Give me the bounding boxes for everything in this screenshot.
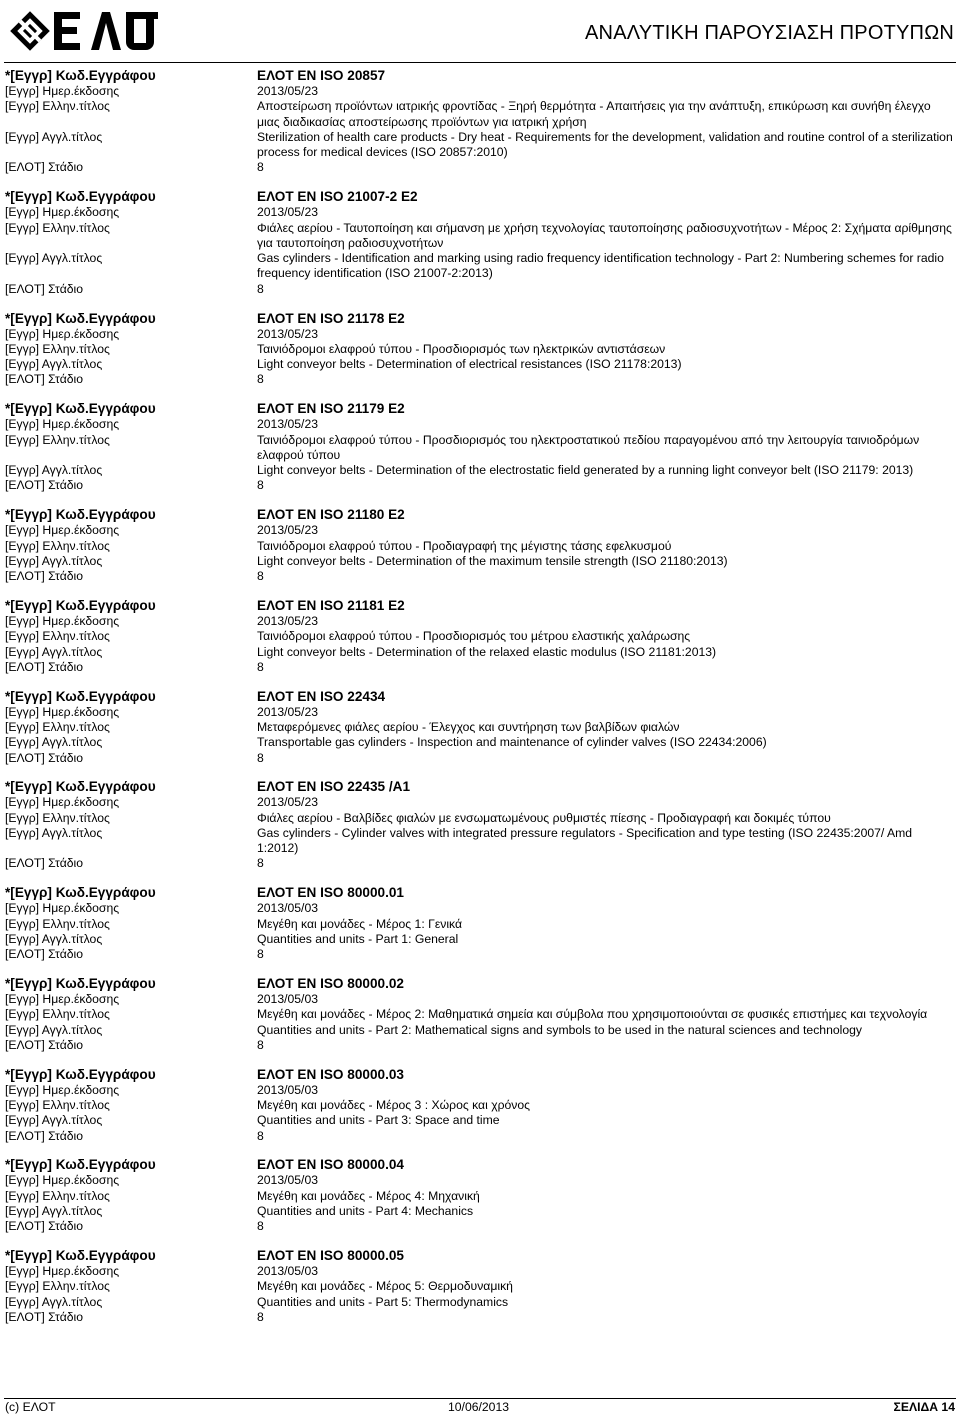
stage-label: [ΕΛΟΤ] Στάδιο <box>5 1037 84 1052</box>
footer-copyright: (c) ΕΛΟΤ <box>5 1400 56 1414</box>
document-code-label: *[Εγγρ] Κωδ.Εγγράφου <box>5 779 156 795</box>
issue-date-label: [Εγγρ] Ημερ.έκδοσης <box>5 205 120 220</box>
document-code-label: *[Εγγρ] Κωδ.Εγγράφου <box>5 688 156 704</box>
document-code-row <box>5 597 955 614</box>
english-title-row <box>5 1113 955 1128</box>
english-title-row <box>5 1023 955 1038</box>
greek-title-value: Ταινιόδρομοι ελαφρού τύπου - Προσδιορισμός του μέτρου ελαστικής χαλάρωσης <box>257 629 691 644</box>
issue-date-value: 2013/05/23 <box>257 205 318 220</box>
greek-title-label: [Εγγρ] Ελλην.τίτλος <box>5 810 110 825</box>
issue-date-label: [Εγγρ] Ημερ.έκδοσης <box>5 795 120 810</box>
document-code-row <box>5 310 955 327</box>
issue-date-label: [Εγγρ] Ημερ.έκδοσης <box>5 1173 120 1188</box>
english-title-value: Quantities and units - Part 5: Thermodynamics <box>257 1294 509 1309</box>
greek-title-value: Αποστείρωση προϊόντων ιατρικής φροντίδας - Ξηρή θερμότητα - Απαιτήσεις για την ανάπτυξη, επικύρωση και συνήθη έλεγχο μιας διαδικασίας αποστείρωσης προϊόντων για ιατρική χρήση <box>257 99 931 129</box>
document-code-row <box>5 688 955 705</box>
issue-date-row <box>5 1173 955 1188</box>
english-title-value: Quantities and units - Part 3: Space and time <box>257 1113 500 1128</box>
english-title-row <box>5 554 955 569</box>
english-title-value: Light conveyor belts - Determination of the relaxed elastic modulus (ISO 21181:2013) <box>257 644 717 659</box>
greek-title-label: [Εγγρ] Ελλην.τίτλος <box>5 916 110 931</box>
english-title-row <box>5 645 955 660</box>
english-title-value: Light conveyor belts - Determination of the electrostatic field generated by a running light conveyor belt (ISO 21179: 2013) <box>257 463 914 478</box>
greek-title-row <box>5 539 955 554</box>
english-title-label: [Εγγρ] Αγγλ.τίτλος <box>5 251 103 266</box>
greek-title-value: Μεγέθη και μονάδες - Μέρος 1: Γενικά <box>257 916 463 931</box>
issue-date-value: 2013/05/03 <box>257 1173 318 1188</box>
english-title-label: [Εγγρ] Αγγλ.τίτλος <box>5 1294 103 1309</box>
greek-title-label: [Εγγρ] Ελλην.τίτλος <box>5 1097 110 1112</box>
stage-row <box>5 660 955 675</box>
document-code-value: ΕΛΟΤ EN ISO 22435 /A1 <box>257 779 411 795</box>
greek-title-label: [Εγγρ] Ελλην.τίτλος <box>5 538 110 553</box>
document-code-value: ΕΛΟΤ EN ISO 20857 <box>257 68 386 83</box>
stage-label: [ΕΛΟΤ] Στάδιο <box>5 947 84 962</box>
greek-title-row <box>5 1279 955 1294</box>
document-code-row <box>5 1247 955 1264</box>
issue-date-value: 2013/05/23 <box>257 417 318 432</box>
greek-title-row <box>5 811 955 826</box>
issue-date-label: [Εγγρ] Ημερ.έκδοσης <box>5 1082 120 1097</box>
english-title-label: [Εγγρ] Αγγλ.τίτλος <box>5 129 103 144</box>
issue-date-value: 2013/05/03 <box>257 901 318 916</box>
english-title-value: Sterilization of health care products - Dry heat - Requirements for the development, validation and routine control of a sterilization process for medical devices (ISO 20857:2010) <box>257 129 953 160</box>
english-title-value: Light conveyor belts - Determination of electrical resistances (ISO 21178:2013) <box>257 357 682 372</box>
english-title-value: Gas cylinders - Cylinder valves with integrated pressure regulators - Specification and type testing (ISO 22435:2007/ Amd 1:2012) <box>257 825 913 856</box>
stage-row <box>5 947 955 962</box>
issue-date-value: 2013/05/23 <box>257 326 318 341</box>
issue-date-row <box>5 327 955 342</box>
stage-label: [ΕΛΟΤ] Στάδιο <box>5 372 84 387</box>
english-title-label: [Εγγρ] Αγγλ.τίτλος <box>5 644 103 659</box>
greek-title-value: Μεταφερόμενες φιάλες αερίου - Έλεγχος και συντήρηση των βαλβίδων φιαλών <box>257 719 680 734</box>
greek-title-row <box>5 99 955 130</box>
document-code-value: ΕΛΟΤ EN ISO 21178 E2 <box>257 310 405 326</box>
stage-label: [ΕΛΟΤ] Στάδιο <box>5 160 84 175</box>
greek-title-label: [Εγγρ] Ελλην.τίτλος <box>5 99 110 114</box>
greek-title-label: [Εγγρ] Ελλην.τίτλος <box>5 1279 110 1294</box>
footer-page-number: ΣΕΛΙΔΑ 14 <box>893 1400 955 1414</box>
issue-date-value: 2013/05/03 <box>257 991 318 1006</box>
document-code-value: ΕΛΟΤ EN ISO 80000.05 <box>257 1248 404 1264</box>
english-title-label: [Εγγρ] Αγγλ.τίτλος <box>5 825 103 840</box>
stage-value: 8 <box>257 750 264 765</box>
english-title-label: [Εγγρ] Αγγλ.τίτλος <box>5 1113 103 1128</box>
issue-date-row <box>5 1083 955 1098</box>
standard-record <box>5 884 955 962</box>
document-code-row <box>5 884 955 901</box>
elot-logo <box>8 8 158 54</box>
issue-date-value: 2013/05/23 <box>257 523 318 538</box>
greek-title-value: Ταινιόδρομοι ελαφρού τύπου - Προσδιορισμός του ηλεκτροστατικού πεδίου παραγομένου από την λειτουργία ταινιοδρόμων ελαφρού τύπου <box>257 432 920 462</box>
footer-divider <box>4 1398 956 1399</box>
english-title-row <box>5 826 955 857</box>
page-footer <box>5 1400 955 1415</box>
issue-date-row <box>5 901 955 916</box>
greek-title-value: Μεγέθη και μονάδες - Μέρος 5: Θερμοδυναμική <box>257 1279 513 1294</box>
greek-title-row <box>5 342 955 357</box>
issue-date-label: [Εγγρ] Ημερ.έκδοσης <box>5 84 120 98</box>
document-code-label: *[Εγγρ] Κωδ.Εγγράφου <box>5 68 156 83</box>
document-code-value: ΕΛΟΤ EN ISO 21181 E2 <box>257 597 405 613</box>
issue-date-row <box>5 417 955 432</box>
english-title-row <box>5 1204 955 1219</box>
stage-row <box>5 1219 955 1234</box>
header-divider <box>4 62 956 63</box>
document-code-label: *[Εγγρ] Κωδ.Εγγράφου <box>5 885 156 901</box>
greek-title-row <box>5 917 955 932</box>
greek-title-row <box>5 629 955 644</box>
document-code-label: *[Εγγρ] Κωδ.Εγγράφου <box>5 1157 156 1173</box>
elot-logo-graphic <box>8 8 158 54</box>
issue-date-label: [Εγγρ] Ημερ.έκδοσης <box>5 901 120 916</box>
stage-label: [ΕΛΟΤ] Στάδιο <box>5 1309 84 1324</box>
document-code-row <box>5 400 955 417</box>
document-code-label: *[Εγγρ] Κωδ.Εγγράφου <box>5 189 156 205</box>
stage-label: [ΕΛΟΤ] Στάδιο <box>5 1219 84 1234</box>
document-code-label: *[Εγγρ] Κωδ.Εγγράφου <box>5 507 156 523</box>
stage-row <box>5 1310 955 1325</box>
stage-value: 8 <box>257 1219 264 1234</box>
english-title-row <box>5 735 955 750</box>
standard-record <box>5 506 955 584</box>
document-code-value: ΕΛΟΤ EN ISO 80000.02 <box>257 975 404 991</box>
stage-value: 8 <box>257 856 264 871</box>
document-code-label: *[Εγγρ] Κωδ.Εγγράφου <box>5 1066 156 1082</box>
document-code-value: ΕΛΟΤ EN ISO 80000.03 <box>257 1066 404 1082</box>
standard-record <box>5 1247 955 1325</box>
issue-date-label: [Εγγρ] Ημερ.έκδοσης <box>5 1264 120 1279</box>
greek-title-value: Ταινιόδρομοι ελαφρού τύπου - Προδιαγραφή της μέγιστης τάσης εφελκυσμού <box>257 538 672 553</box>
stage-label: [ΕΛΟΤ] Στάδιο <box>5 281 84 296</box>
greek-title-label: [Εγγρ] Ελλην.τίτλος <box>5 629 110 644</box>
issue-date-label: [Εγγρ] Ημερ.έκδοσης <box>5 613 120 628</box>
stage-row <box>5 1129 955 1144</box>
document-code-value: ΕΛΟΤ EN ISO 80000.01 <box>257 885 404 901</box>
stage-value: 8 <box>257 1309 264 1324</box>
issue-date-value: 2013/05/23 <box>257 84 318 98</box>
english-title-label: [Εγγρ] Αγγλ.τίτλος <box>5 553 103 568</box>
stage-value: 8 <box>257 659 264 674</box>
standard-record <box>5 188 955 297</box>
standard-record <box>5 1156 955 1234</box>
english-title-value: Light conveyor belts - Determination of the maximum tensile strength (ISO 21180:2013) <box>257 553 728 568</box>
english-title-row <box>5 463 955 478</box>
greek-title-label: [Εγγρ] Ελλην.τίτλος <box>5 1188 110 1203</box>
stage-row <box>5 569 955 584</box>
issue-date-row <box>5 795 955 810</box>
document-code-value: ΕΛΟΤ EN ISO 21007-2 E2 <box>257 189 418 205</box>
stage-value: 8 <box>257 569 264 584</box>
greek-title-row <box>5 720 955 735</box>
greek-title-row <box>5 1007 955 1022</box>
issue-date-label: [Εγγρ] Ημερ.έκδοσης <box>5 417 120 432</box>
standard-record <box>5 597 955 675</box>
english-title-value: Quantities and units - Part 1: General <box>257 931 459 946</box>
greek-title-row <box>5 221 955 252</box>
greek-title-value: Μεγέθη και μονάδες - Μέρος 4: Μηχανική <box>257 1188 480 1203</box>
stage-value: 8 <box>257 1128 264 1143</box>
greek-title-value: Ταινιόδρομοι ελαφρού τύπου - Προσδιορισμός των ηλεκτρικών αντιστάσεων <box>257 341 666 356</box>
stage-value: 8 <box>257 160 264 175</box>
issue-date-value: 2013/05/03 <box>257 1264 318 1279</box>
stage-label: [ΕΛΟΤ] Στάδιο <box>5 856 84 871</box>
english-title-label: [Εγγρ] Αγγλ.τίτλος <box>5 1203 103 1218</box>
document-code-label: *[Εγγρ] Κωδ.Εγγράφου <box>5 310 156 326</box>
english-title-label: [Εγγρ] Αγγλ.τίτλος <box>5 931 103 946</box>
standard-record <box>5 975 955 1053</box>
issue-date-value: 2013/05/23 <box>257 795 318 810</box>
stage-row <box>5 478 955 493</box>
document-code-value: ΕΛΟΤ EN ISO 21180 E2 <box>257 507 405 523</box>
document-code-row <box>5 778 955 795</box>
document-code-value: ΕΛΟΤ EN ISO 21179 E2 <box>257 401 405 417</box>
stage-value: 8 <box>257 478 264 493</box>
issue-date-value: 2013/05/23 <box>257 613 318 628</box>
document-code-row <box>5 506 955 523</box>
document-code-value: ΕΛΟΤ EN ISO 22434 <box>257 688 386 704</box>
english-title-row <box>5 357 955 372</box>
greek-title-value: Μεγέθη και μονάδες - Μέρος 3 : Χώρος και χρόνος <box>257 1097 531 1112</box>
standards-list <box>5 67 955 1338</box>
english-title-label: [Εγγρ] Αγγλ.τίτλος <box>5 1022 103 1037</box>
greek-title-value: Φιάλες αερίου - Βαλβίδες φιαλών με ενσωματωμένους ρυθμιστές πίεσης - Προδιαγραφή και δοκιμές τύπου <box>257 810 831 825</box>
issue-date-row <box>5 1264 955 1279</box>
greek-title-row <box>5 433 955 464</box>
stage-row <box>5 282 955 297</box>
document-code-label: *[Εγγρ] Κωδ.Εγγράφου <box>5 975 156 991</box>
english-title-value: Transportable gas cylinders - Inspection and maintenance of cylinder valves (ISO 22434:2006) <box>257 735 767 750</box>
page-header <box>0 0 960 62</box>
document-code-label: *[Εγγρ] Κωδ.Εγγράφου <box>5 401 156 417</box>
stage-row <box>5 751 955 766</box>
issue-date-value: 2013/05/03 <box>257 1082 318 1097</box>
issue-date-label: [Εγγρ] Ημερ.έκδοσης <box>5 991 120 1006</box>
issue-date-row <box>5 523 955 538</box>
issue-date-label: [Εγγρ] Ημερ.έκδοσης <box>5 326 120 341</box>
standard-record <box>5 67 955 176</box>
issue-date-row <box>5 614 955 629</box>
stage-label: [ΕΛΟΤ] Στάδιο <box>5 659 84 674</box>
document-code-row <box>5 1066 955 1083</box>
document-code-row <box>5 67 955 84</box>
standard-record <box>5 1066 955 1144</box>
issue-date-row <box>5 205 955 220</box>
english-title-value: Quantities and units - Part 2: Mathematical signs and symbols to be used in the natural sciences and technology <box>257 1022 862 1037</box>
greek-title-row <box>5 1098 955 1113</box>
english-title-row <box>5 251 955 282</box>
document-code-row <box>5 188 955 205</box>
greek-title-label: [Εγγρ] Ελλην.τίτλος <box>5 432 110 447</box>
standard-record <box>5 400 955 493</box>
issue-date-row <box>5 705 955 720</box>
greek-title-value: Φιάλες αερίου - Ταυτοποίηση και σήμανση με χρήση τεχνολογίας ταυτοποίησης ραδιοσυχνοτήτων - Μέρος 2: Σχήματα αρίθμησης για ταυτοποίηση ραδιοσυχνοτήτων <box>257 220 952 250</box>
english-title-value: Quantities and units - Part 4: Mechanics <box>257 1203 474 1218</box>
english-title-value: Gas cylinders - Identification and marking using radio frequency identification technology - Part 2: Numbering schemes for radio frequency identification (ISO 21007-2:2013) <box>257 251 944 281</box>
document-code-label: *[Εγγρ] Κωδ.Εγγράφου <box>5 1248 156 1264</box>
document-title: ΑΝΑΛΥΤΙΚΗ ΠΑΡΟΥΣΙΑΣΗ ΠΡΟΤΥΠΩΝ <box>585 22 954 44</box>
english-title-label: [Εγγρ] Αγγλ.τίτλος <box>5 357 103 372</box>
stage-label: [ΕΛΟΤ] Στάδιο <box>5 569 84 584</box>
issue-date-value: 2013/05/23 <box>257 704 318 719</box>
document-code-label: *[Εγγρ] Κωδ.Εγγράφου <box>5 597 156 613</box>
stage-label: [ΕΛΟΤ] Στάδιο <box>5 750 84 765</box>
stage-label: [ΕΛΟΤ] Στάδιο <box>5 478 84 493</box>
document-code-row <box>5 1156 955 1173</box>
issue-date-row <box>5 992 955 1007</box>
issue-date-row <box>5 84 955 99</box>
english-title-row <box>5 1295 955 1310</box>
stage-value: 8 <box>257 1037 264 1052</box>
greek-title-label: [Εγγρ] Ελλην.τίτλος <box>5 1007 110 1022</box>
stage-value: 8 <box>257 281 264 296</box>
issue-date-label: [Εγγρ] Ημερ.έκδοσης <box>5 523 120 538</box>
standard-record <box>5 310 955 388</box>
stage-row <box>5 160 955 175</box>
stage-label: [ΕΛΟΤ] Στάδιο <box>5 1128 84 1143</box>
greek-title-row <box>5 1189 955 1204</box>
english-title-label: [Εγγρ] Αγγλ.τίτλος <box>5 463 103 478</box>
stage-value: 8 <box>257 947 264 962</box>
stage-value: 8 <box>257 372 264 387</box>
standard-record <box>5 778 955 871</box>
greek-title-value: Μεγέθη και μονάδες - Μέρος 2: Μαθηματικά σημεία και σύμβολα που χρησιμοποιούνται σε φυσικές επιστήμες και τεχνολογία <box>257 1007 928 1022</box>
english-title-label: [Εγγρ] Αγγλ.τίτλος <box>5 735 103 750</box>
greek-title-label: [Εγγρ] Ελλην.τίτλος <box>5 719 110 734</box>
stage-row <box>5 1038 955 1053</box>
footer-date: 10/06/2013 <box>448 1400 509 1414</box>
standard-record <box>5 688 955 766</box>
english-title-row <box>5 932 955 947</box>
stage-row <box>5 372 955 387</box>
document-code-row <box>5 975 955 992</box>
greek-title-label: [Εγγρ] Ελλην.τίτλος <box>5 220 110 235</box>
document-code-value: ΕΛΟΤ EN ISO 80000.04 <box>257 1157 404 1173</box>
issue-date-label: [Εγγρ] Ημερ.έκδοσης <box>5 704 120 719</box>
stage-row <box>5 856 955 871</box>
greek-title-label: [Εγγρ] Ελλην.τίτλος <box>5 341 110 356</box>
english-title-row <box>5 130 955 161</box>
